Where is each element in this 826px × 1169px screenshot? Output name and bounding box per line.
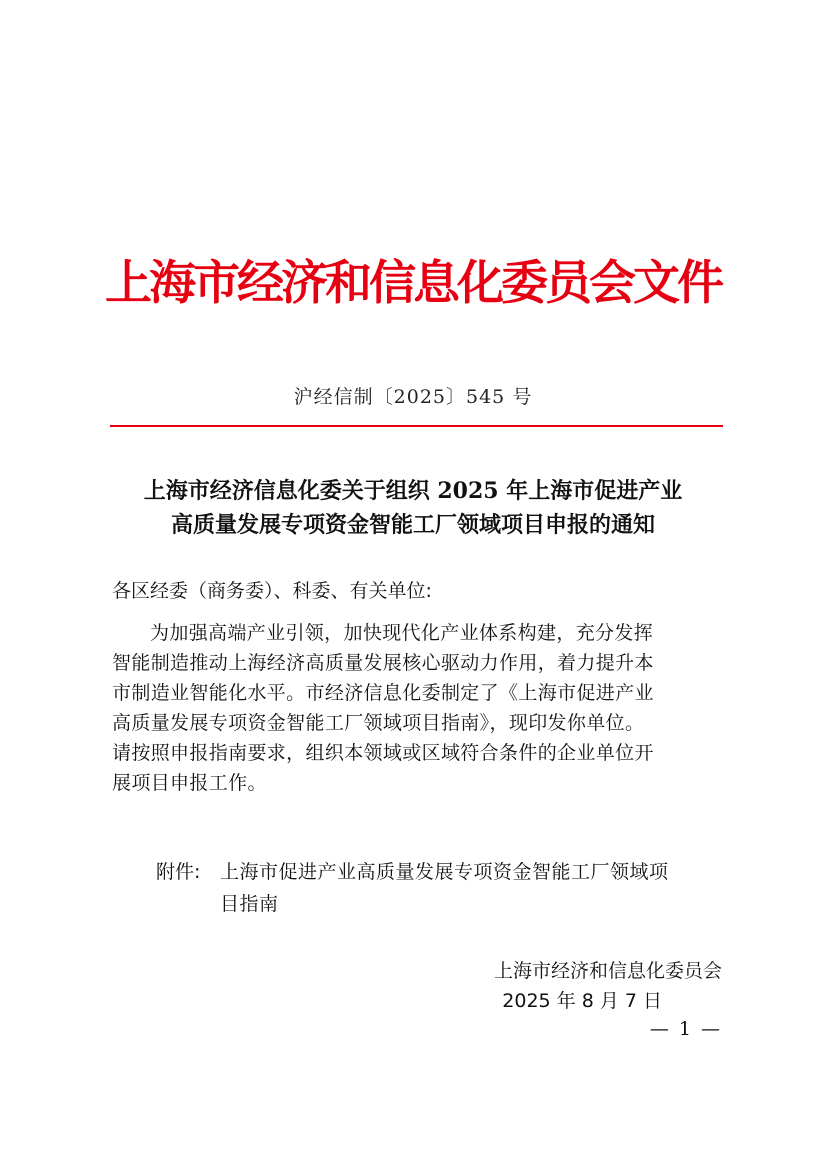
attachment-line-2: 目指南 xyxy=(220,893,279,915)
page-number: — 1 — xyxy=(649,1018,722,1040)
body-line: 市制造业智能化水平。市经济信息化委制定了《上海市促进产业 xyxy=(112,682,654,704)
attachment-content xyxy=(220,856,730,920)
document-number: 沪经信制〔2025〕545 号 xyxy=(293,386,533,408)
body-line: 展项目申报工作。 xyxy=(112,772,267,794)
notice-title xyxy=(100,474,726,542)
body-line: 为加强高端产业引领，加快现代化产业体系构建，充分发挥 xyxy=(150,622,654,644)
signing-date: 2025 年 8 月 7 日 xyxy=(502,990,662,1012)
body-paragraph xyxy=(112,618,724,798)
notice-title-line-1: 上海市经济信息化委关于组织 2025 年上海市促进产业 xyxy=(143,478,683,504)
body-line: 请按照申报指南要求，组织本领域或区域符合条件的企业单位开 xyxy=(112,742,654,764)
body-line: 高质量发展专项资金智能工厂领域项目指南》，现印发你单位。 xyxy=(112,712,645,734)
attachment-line-1: 上海市促进产业高质量发展专项资金智能工厂领域项 xyxy=(220,861,669,883)
signature-block xyxy=(494,956,722,1016)
red-divider-line xyxy=(110,425,723,427)
salutation: 各区经委（商务委）、科委、有关单位: xyxy=(112,580,432,602)
notice-title-line-2: 高质量发展专项资金智能工厂领域项目申报的通知 xyxy=(170,512,655,538)
attachment-label: 附件: xyxy=(156,861,201,883)
signing-organization: 上海市经济和信息化委员会 xyxy=(493,960,722,982)
body-line: 智能制造推动上海经济高质量发展核心驱动力作用，着力提升本 xyxy=(112,652,654,674)
masthead-title: 上海市经济和信息化委员会文件 xyxy=(105,256,721,311)
